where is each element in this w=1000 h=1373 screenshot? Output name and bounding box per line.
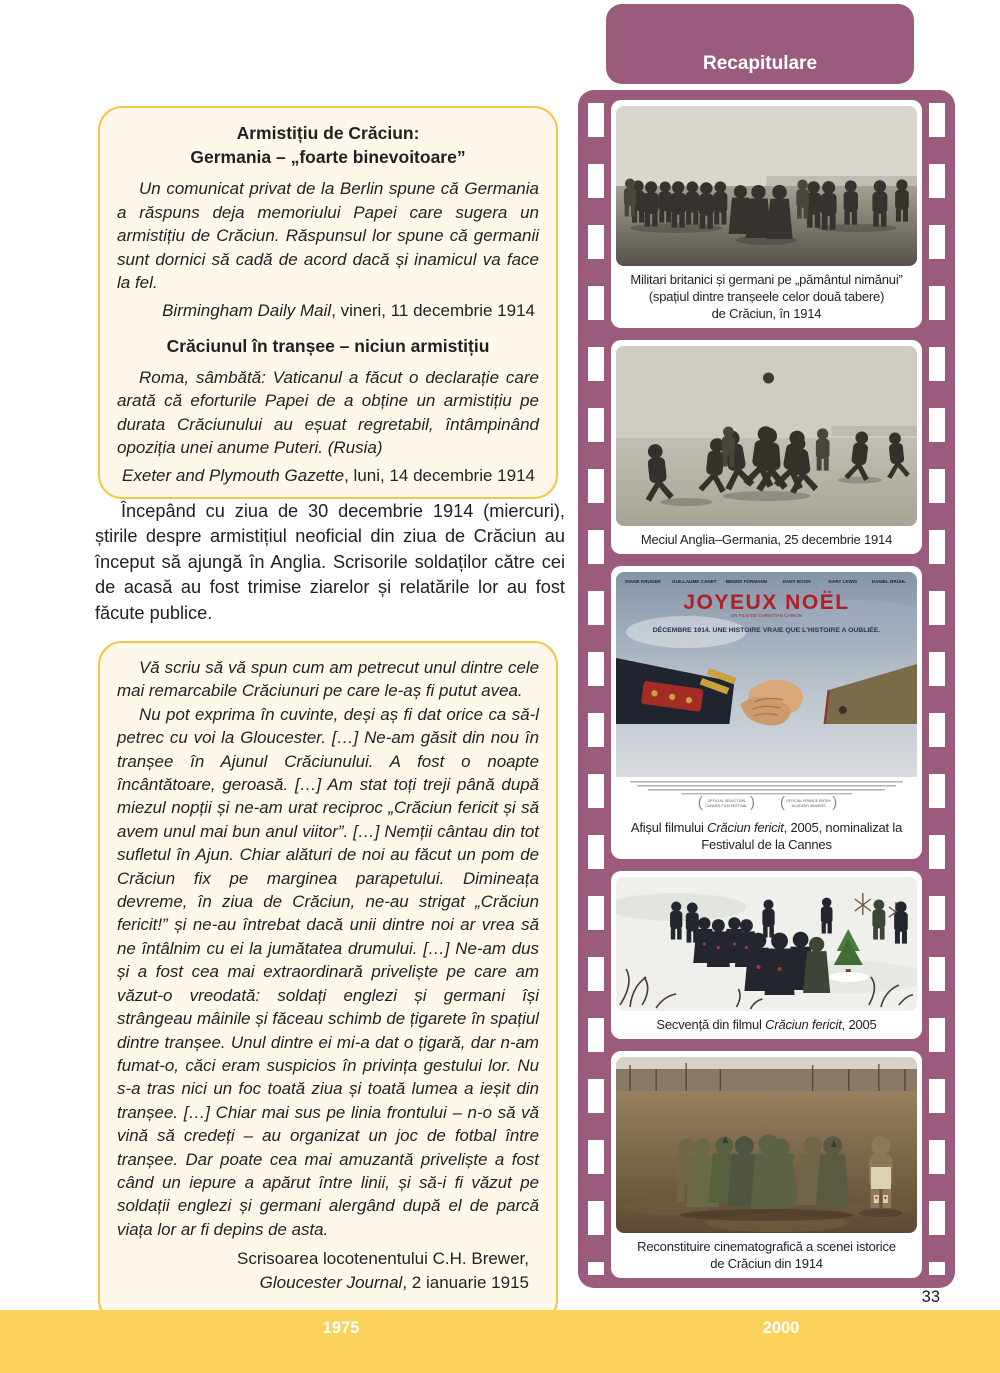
poster-actor: BENNO FÜRMANN — [725, 579, 768, 584]
poster-art — [616, 572, 917, 814]
press-heading-1-line2: Germania – „foarte binevoitoare” — [190, 147, 466, 167]
poster-actor: GUILLAUME CANET — [672, 579, 717, 584]
svg-text:): ) — [749, 794, 755, 811]
poster-actor: GARY LEWIS — [828, 579, 858, 584]
poster-actor: DIANE KRUGER — [625, 579, 661, 584]
film-frame-5 — [611, 1051, 922, 1278]
caption-line: (spațiul dintre tranșeele celor două tabere) — [648, 289, 885, 304]
newspaper-name: Gloucester Journal — [259, 1273, 403, 1293]
caption-frame-5 — [616, 1238, 917, 1272]
photo-no-mans-land — [616, 106, 917, 266]
caption-line: Reconstituire cinematografică a scenei istorice — [637, 1239, 896, 1254]
letter-paragraph-1: Vă scriu să vă spun cum am petrecut unul dintre cele mai remarcabile Crăciunuri pe care le-aș fi putut avea. — [117, 658, 539, 701]
newspaper-name: Birmingham Daily Mail — [162, 300, 332, 320]
caption-frame-4 — [616, 1016, 917, 1033]
poster-tagline: DÉCEMBRE 1914. UNE HISTOIRE VRAIE QUE L'HISTOIRE A OUBLIÉE. — [652, 627, 881, 634]
press-heading-2: Crăciunul în tranșee – niciun armistițiu — [166, 335, 490, 356]
film-frames — [611, 100, 922, 1278]
letter-paragraph-2: Nu pot exprima în cuvinte, deși aș fi dat orice ca să-l petrec cu voi la Gloucester. […] Ne-am găsit din nou în tranșee în Ajunul Crăciunului. A fost o noapte încântătoare, geroasă. […] Am stat toți treji până după miezul nopții și ne-am urat reciproc „Crăciun fericit și să avem unul mai bun anul viitor”. […] Nemții cântau din tot sufletul în Ajun. Chiar alături de noi au făcut un pom de Crăciun fix pe marginea parapetului. Dimineața devreme, în ziua de Crăciun, ne-au strigat „Crăciun fericit!” și ne-au întrebat dacă unii dintre noi ar vrea să ne întâlnim cu ei la jumătatea drumului. […] Ne-am dus și a fost cea mai extraordinară priveliște pe care am văzut-o vreodată: soldați englezi și germani își strângeau mâinile și făceau schimb de țigarete în spațiul dintre tranșee. Unul dintre ei mi-a dat o țigară, dar n-am fumat-o, căci eram suspicios în privința gestului lor. Nu s-a tras nici un foc toată ziua și toată lumea a ieșit din tranșee. […] Chiar mai sus pe linia frontului – n-o să vă vină să credeți – au organizat un joc de fotbal între tranșee. Dar poate cea mai amuzantă priveliște a fost când un iepure a apărut între linii, și să-i fi văzut pe soldații englezi și germani alergând după el de parcă viața lor ar fi depins de asta. — [117, 704, 539, 1239]
svg-text:): ) — [832, 794, 838, 811]
laurel-text: CANNES FILM FESTIVAL — [705, 804, 748, 808]
caption-line: Afișul filmului Crăciun fericit, 2005, nominalizat la — [630, 820, 903, 835]
press-heading-1 — [117, 121, 539, 169]
svg-text:(: ( — [780, 794, 786, 811]
letter-source-line2 — [117, 1271, 529, 1295]
caption-frame-2 — [616, 531, 917, 548]
svg-text:(: ( — [697, 794, 703, 811]
laurel-text: OFFICIAL FRANCE ENTRY — [786, 799, 832, 803]
caption-line: Festivalul de la Cannes — [701, 837, 832, 852]
photo-film-still-snow — [616, 877, 917, 1011]
timeline-year-2000: 2000 — [762, 1319, 800, 1337]
timeline-year-1975: 1975 — [322, 1319, 360, 1337]
photo-reenactment-art — [616, 1057, 917, 1233]
page-number: 33 — [921, 1288, 940, 1306]
photo-no-mans-land-art — [616, 106, 917, 266]
caption-line: Secvență din filmul Crăciun fericit, 2005 — [656, 1017, 877, 1032]
newspaper-name: Exeter and Plymouth Gazette — [122, 465, 345, 485]
letter-source-line1: Scrisoarea locotenentului C.H. Brewer, — [237, 1249, 529, 1269]
caption-line: Meciul Anglia–Germania, 25 decembrie 1914 — [640, 532, 893, 547]
poster-joyeux-noel — [616, 572, 917, 814]
section-title: Recapitulare — [702, 53, 818, 74]
press-heading-1-line1: Armistițiu de Crăciun: — [236, 123, 420, 143]
letter-source — [117, 1247, 539, 1295]
photo-football-art — [616, 346, 917, 526]
letter-quote-box — [98, 641, 558, 1324]
source-date: , luni, 14 decembrie 1914 — [344, 465, 535, 485]
laurel-text: OFFICIAL SELECTION — [707, 799, 746, 803]
section-header — [606, 4, 914, 84]
source-date: , vineri, 11 decembrie 1914 — [331, 300, 535, 320]
press-quote-2: Roma, sâmbătă: Vaticanul a făcut o declarație care arată că eforturile Papei de a obține un armistițiu pe durata Crăciunului au eșuat regretabil, întâmpinând opoziția unei anume Puteri. (Rusia) — [117, 367, 539, 457]
film-sprockets-left-icon — [588, 103, 604, 1275]
intro-paragraph: Începând cu ziua de 30 decembrie 1914 (miercuri), știrile despre armistițiul neoficial din ziua de Crăciun au început să ajungă în Anglia. Scrisorile soldaților către cei de acasă au fost trimise ziarelor și relatările lor au fost făcute publice. — [95, 501, 565, 623]
poster-actor: DANY BOON — [782, 579, 811, 584]
press-source-2 — [117, 464, 539, 487]
poster-subtitle: UN FILM DE CHRISTIAN CARION — [730, 613, 803, 618]
film-frame-4 — [611, 871, 922, 1039]
timeline-bar — [0, 1310, 1000, 1373]
source-date: , 2 ianuarie 1915 — [402, 1273, 529, 1293]
laurel-text: ACADEMY AWARDS — [791, 804, 826, 808]
film-strip — [578, 90, 955, 1288]
caption-frame-3 — [616, 819, 917, 853]
film-frame-2 — [611, 340, 922, 554]
press-quotes-box — [98, 106, 558, 499]
film-frame-1 — [611, 100, 922, 328]
caption-line: de Crăciun din 1914 — [710, 1256, 823, 1271]
press-source-1 — [117, 299, 539, 322]
film-frame-3 — [611, 566, 922, 859]
poster-actor: DANIEL BRÜHL — [871, 579, 907, 584]
photo-reenactment — [616, 1057, 917, 1233]
caption-frame-1 — [616, 271, 917, 322]
photo-football-match — [616, 346, 917, 526]
poster-title: JOYEUX NOËL — [683, 591, 850, 614]
caption-line: Militari britanici și germani pe „pământul nimănui” — [630, 272, 903, 287]
photo-snow-art — [616, 877, 917, 1011]
caption-line: de Crăciun, în 1914 — [711, 306, 822, 321]
press-quote-1: Un comunicat privat de la Berlin spune că Germania a răspuns deja memoriului Papei care sugera un armistițiu de Crăciun. Răspunsul lor spune că germanii sunt dornici să cadă de acord dacă și inamicul va face la fel. — [117, 179, 539, 292]
film-sprockets-right-icon — [929, 103, 945, 1275]
